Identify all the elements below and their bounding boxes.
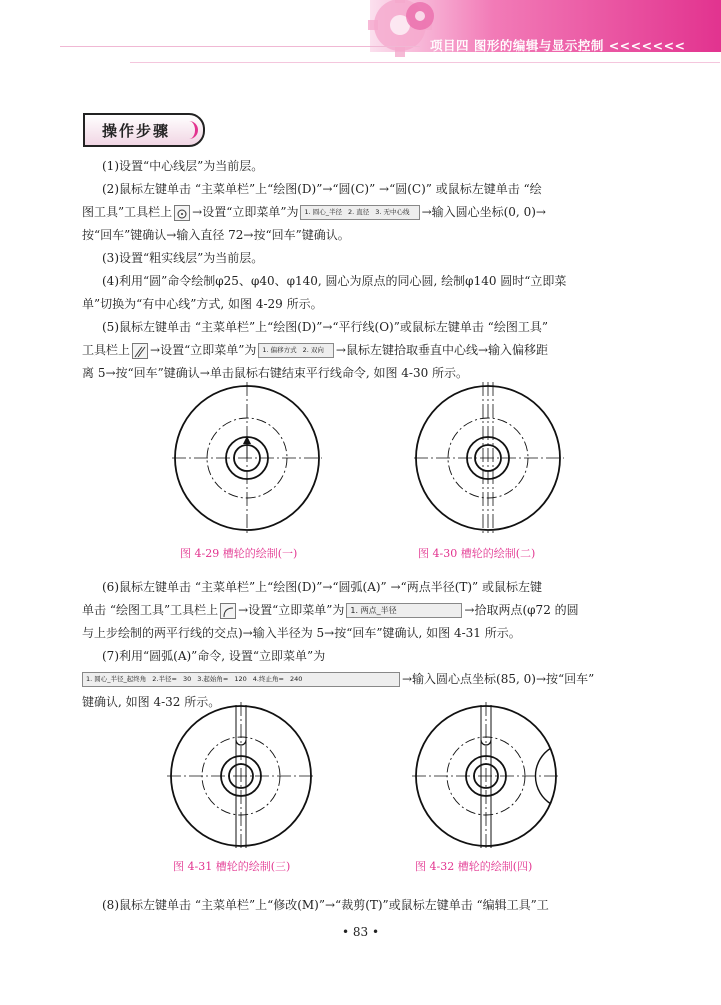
page-header <box>0 0 721 62</box>
section-title: 操作步骤 <box>102 122 171 140</box>
page-number: • 83 • <box>341 925 380 939</box>
step-text: (3)设置“粗实线层”为当前层。 <box>102 251 264 265</box>
step-text: 按“回车”键确认→输入直径 72→按“回车”键确认。 <box>82 228 350 242</box>
step-text: 图工具”工具栏上 <box>82 205 173 219</box>
step-text-line <box>82 668 594 691</box>
immediate-menu: 1. 偏移方式 2. 双向 <box>258 343 334 358</box>
header-title: 项目四 图形的编辑与显示控制 <<<<<<< <box>430 38 686 53</box>
header-rule <box>130 62 720 63</box>
step-text: (7)利用“圆弧(A)”命令, 设置“立即菜单”为 <box>102 649 326 663</box>
figure-caption: 图 4-30 槽轮的绘制(二) <box>418 547 536 560</box>
section-heading <box>83 113 205 147</box>
figure-4-30 <box>412 380 572 540</box>
step-text: (6)鼠标左键单击 “主菜单栏”上“绘图(D)”→“圆弧(A)” →“两点半径(T)” 或鼠标左键 <box>102 580 543 594</box>
circle-tool-icon <box>174 205 190 221</box>
arc-tool-icon <box>220 603 236 619</box>
step-text: →鼠标左键拾取垂直中心线→输入偏移距 <box>335 343 549 357</box>
step-text: (5)鼠标左键单击 “主菜单栏”上“绘图(D)”→“平行线(O)”或鼠标左键单击 “绘图工具” <box>102 320 548 334</box>
step-text: →设置“立即菜单”为 <box>238 603 345 617</box>
parallel-line-tool-icon <box>132 343 148 359</box>
figure-4-31 <box>165 700 325 850</box>
step-text: (8)鼠标左键单击 “主菜单栏”上“修改(M)”→“裁剪(T)”或鼠标左键单击 “编辑工具”工 <box>102 898 549 912</box>
step-text: (1)设置“中心线层”为当前层。 <box>102 159 264 173</box>
step-text-line <box>82 599 579 622</box>
step-text: →输入圆心坐标(0, 0)→ <box>421 205 546 219</box>
step-text-line <box>82 201 546 224</box>
step-text: 与上步绘制的两平行线的交点)→输入半径为 5→按“回车”键确认, 如图 4-31 所示。 <box>82 626 521 640</box>
step-text-line <box>82 339 548 362</box>
immediate-menu: 1. 圆心_半径_起终角 2.半径= 30 3.起始角= 120 4.终止角= 240 <box>82 672 400 687</box>
step-text: →拾取两点(φ72 的圆 <box>464 603 579 617</box>
header-rule <box>60 46 420 47</box>
step-text: →设置“立即菜单”为 <box>150 343 257 357</box>
immediate-menu: 1. 圆心_半径 2. 直径 3. 无中心线 <box>300 205 419 220</box>
step-text: (4)利用“圆”命令绘制φ25、φ40、φ140, 圆心为原点的同心圆, 绘制φ140 圆时“立即菜 <box>102 274 567 288</box>
step-text: →输入圆心点坐标(85, 0)→按“回车” <box>402 672 595 686</box>
figure-4-29 <box>170 380 330 540</box>
gear-icon <box>395 0 445 36</box>
figure-caption: 图 4-31 槽轮的绘制(三) <box>173 860 291 873</box>
immediate-menu: 1. 两点_半径 <box>346 603 462 618</box>
step-text: (2)鼠标左键单击 “主菜单栏”上“绘图(D)”→“圆(C)” →“圆(C)” 或鼠标左键单击 “绘 <box>102 182 542 196</box>
step-text: 离 5→按“回车”键确认→单击鼠标右键结束平行线命令, 如图 4-30 所示。 <box>82 366 469 380</box>
step-text: →设置“立即菜单”为 <box>192 205 299 219</box>
figure-caption: 图 4-29 槽轮的绘制(一) <box>180 547 298 560</box>
step-text: 单击 “绘图工具”工具栏上 <box>82 603 219 617</box>
step-text: 工具栏上 <box>82 343 131 357</box>
step-text: 单”切换为“有中心线”方式, 如图 4-29 所示。 <box>82 297 323 311</box>
figure-caption: 图 4-32 槽轮的绘制(四) <box>415 860 533 873</box>
step-text: 键确认, 如图 4-32 所示。 <box>82 695 221 709</box>
figure-4-32 <box>410 700 570 850</box>
